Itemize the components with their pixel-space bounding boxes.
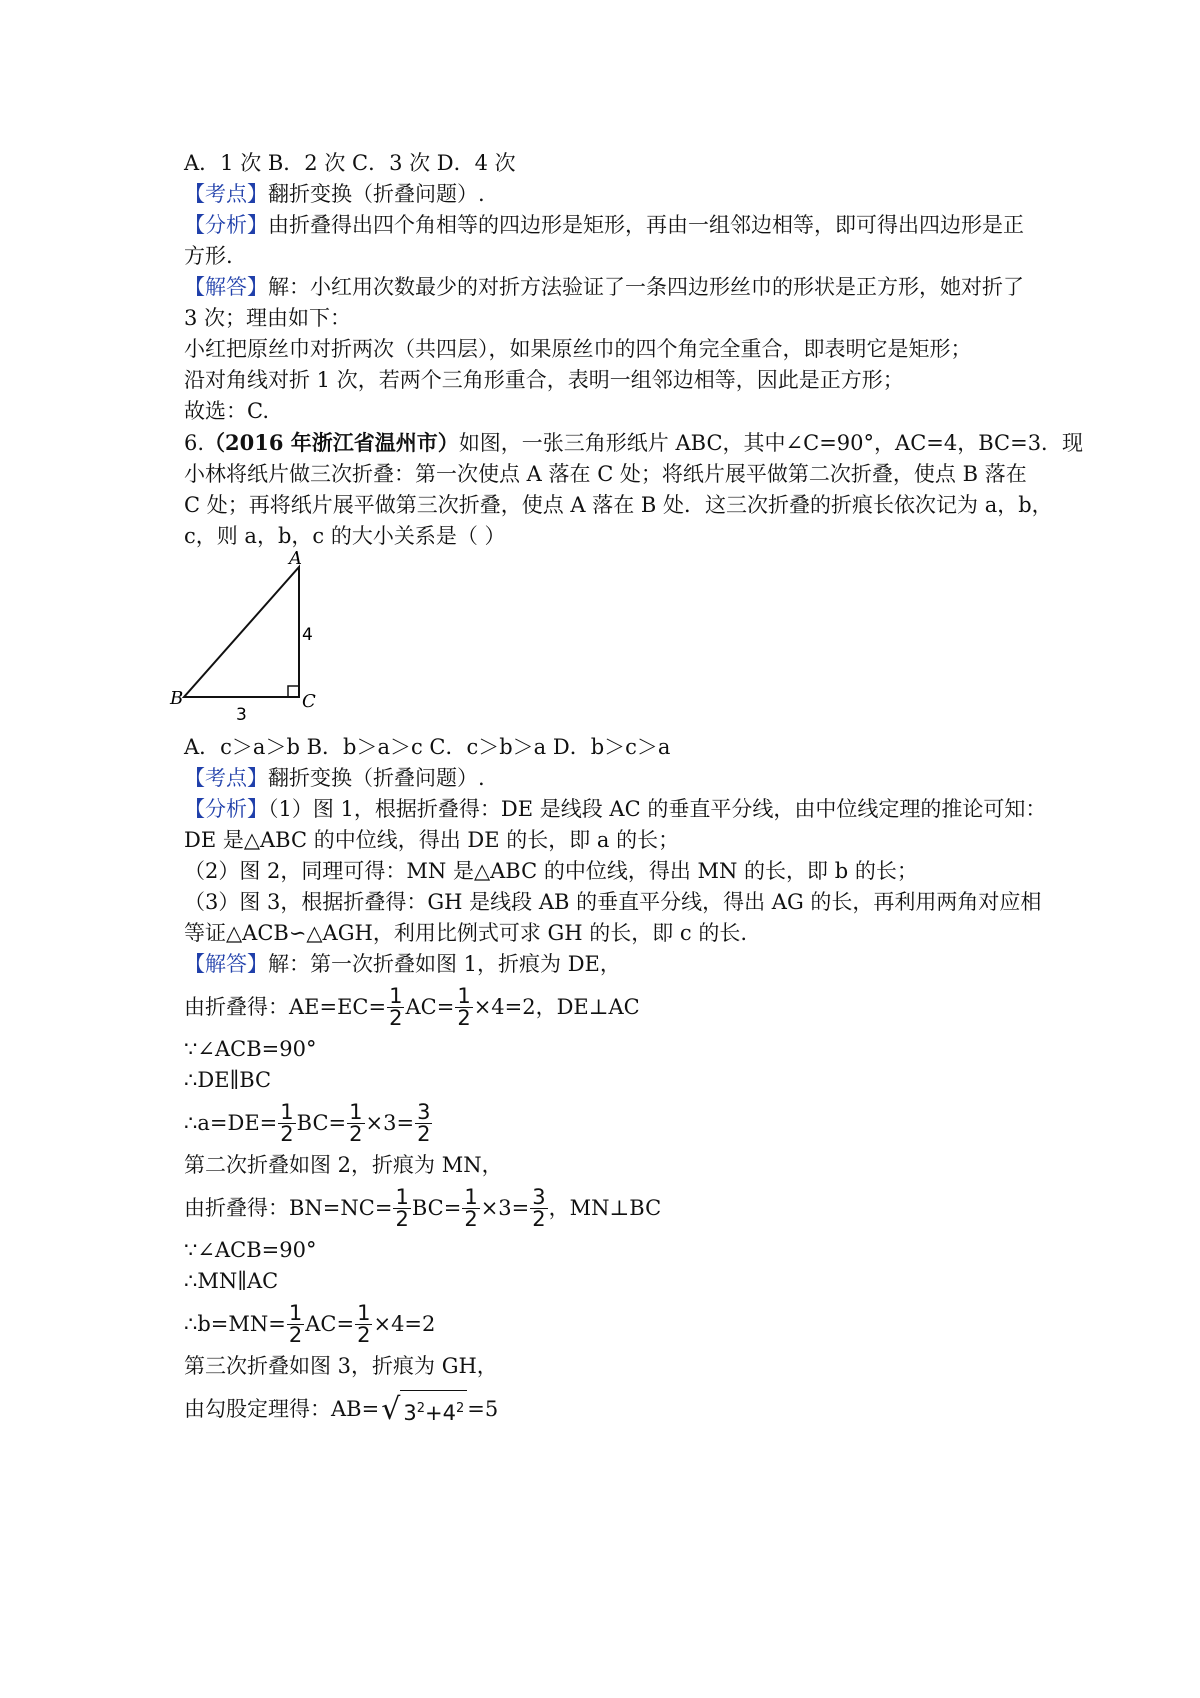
fraction: $\frac{1}{2}$ [389,983,403,1030]
q6-fenxi-line: DE 是△ABC 的中位线，得出 DE 的长，即 a 的长； [184,828,680,852]
therefore-line: ∴DE∥BC [184,1068,272,1092]
q6-fenxi: 【分析】（1）图 1，根据折叠得：DE 是线段 AC 的垂直平分线，由中位线定理的推论可知： [184,797,1047,821]
fenxi-tag: 【分析】 [184,213,268,237]
kaodian-tag: 【考点】 [184,182,268,206]
because-line: ∵∠ACB=90° [184,1037,317,1061]
triangle-abc [184,567,299,697]
q6-fenxi-line: （2）图 2，同理可得：MN 是△ABC 的中位线，得出 MN 的长，即 b 的长； [184,859,918,883]
equation-b-mn: ∴b=MN= $\frac{1}{2}$ AC= $\frac{1}{2}$ ×4=2 [184,1300,436,1347]
vertex-label-c: C [302,691,316,712]
equation-a-de: ∴a=DE= $\frac{1}{2}$ BC= $\frac{1}{2}$ ×3= $\frac{3}{2}$ [184,1099,431,1146]
q5-jieda-line: 沿对角线对折 1 次，若两个三角形重合，表明一组邻边相等，因此是正方形； [184,368,904,392]
side-label-ac: 4 [302,625,313,645]
equation-bn-nc: 由折叠得：BN=NC= $\frac{1}{2}$ BC= $\frac{1}{2}$ ×3= $\frac{3}{2}$ ，MN⊥BC [184,1184,662,1231]
jieda-tag: 【解答】 [184,952,268,976]
q5-fenxi-cont: 方形. [184,244,233,268]
q6-source: （2016 年浙江省温州市） [204,430,459,455]
right-angle-mark [288,686,299,697]
equation-ab: 由勾股定理得：AB= √ $3^2+4^2$ =5 [184,1391,499,1427]
q6-stem-line: 小林将纸片做三次折叠：第一次使点 A 落在 C 处；将纸片展平做第二次折叠，使点 B 落在 [184,462,1027,486]
square-root: √ $3^2+4^2$ [381,1390,467,1429]
triangle-diagram [170,548,364,732]
third-fold-line: 第三次折叠如图 3，折痕为 GH， [184,1354,498,1378]
fraction: $\frac{3}{2}$ [417,1099,431,1146]
q6-fenxi-line: （3）图 3，根据折叠得：GH 是线段 AB 的垂直平分线，得出 AG 的长，再利用两角对应相 [184,890,1042,914]
jieda-tag: 【解答】 [184,275,268,299]
q6-fenxi-line: 等证△ACB∽△AGH，利用比例式可求 GH 的长，即 c 的长. [184,921,748,945]
q6-stem-line: c，则 a，b，c 的大小关系是（ ） [184,524,506,548]
fraction: $\frac{1}{2}$ [457,983,471,1030]
q6-stem-line: C 处；再将纸片展平做第三次折叠，使点 A 落在 B 处．这三次折叠的折痕长依次记为 a，b， [184,493,1053,517]
q5-fenxi: 【分析】由折叠得出四个角相等的四边形是矩形，再由一组邻边相等，即可得出四边形是正 [184,213,1024,237]
vertex-label-a: A [289,548,302,569]
q5-jieda: 【解答】解：小红用次数最少的对折方法验证了一条四边形丝巾的形状是正方形，她对折了 [184,275,1024,299]
q6-stem: 6.（2016 年浙江省温州市）如图，一张三角形纸片 ABC，其中∠C=90°，AC=4，BC=3．现 [184,430,1084,455]
because-line: ∵∠ACB=90° [184,1238,317,1262]
q5-answer: 故选：C. [184,399,269,423]
q6-jieda: 【解答】解：第一次折叠如图 1，折痕为 DE， [184,952,621,976]
fraction: $\frac{1}{2}$ [464,1184,478,1231]
second-fold-line: 第二次折叠如图 2，折痕为 MN， [184,1153,503,1177]
fraction: $\frac{1}{2}$ [280,1099,294,1146]
document-page [170,148,1084,1436]
fraction: $\frac{1}{2}$ [395,1184,409,1231]
vertex-label-b: B [170,688,184,709]
fraction: $\frac{3}{2}$ [532,1184,546,1231]
triangle-figure [170,548,1034,732]
q6-kaodian: 【考点】翻折变换（折叠问题）. [184,766,485,790]
kaodian-tag: 【考点】 [184,766,268,790]
fraction: $\frac{1}{2}$ [288,1300,303,1347]
fenxi-tag: 【分析】 [184,797,268,821]
side-label-bc: 3 [236,705,247,725]
q5-options: A．1 次 B．2 次 C．3 次 D．4 次 [184,151,516,175]
q5-jieda-line: 小红把原丝巾对折两次（共四层），如果原丝巾的四个角完全重合，即表明它是矩形； [184,337,972,361]
equation-ae-ec: 由折叠得：AE=EC= $\frac{1}{2}$ AC= $\frac{1}{2}$ ×4=2，DE⊥AC [184,983,640,1030]
therefore-line: ∴MN∥AC [184,1269,279,1293]
fraction: $\frac{1}{2}$ [357,1300,371,1347]
fraction: $\frac{1}{2}$ [349,1099,363,1146]
q5-kaodian: 【考点】翻折变换（折叠问题）. [184,182,485,206]
q6-options: A．c＞a＞b B．b＞a＞c C．c＞b＞a D．b＞c＞a [184,735,671,759]
q5-jieda-line: 3 次；理由如下： [184,306,352,330]
